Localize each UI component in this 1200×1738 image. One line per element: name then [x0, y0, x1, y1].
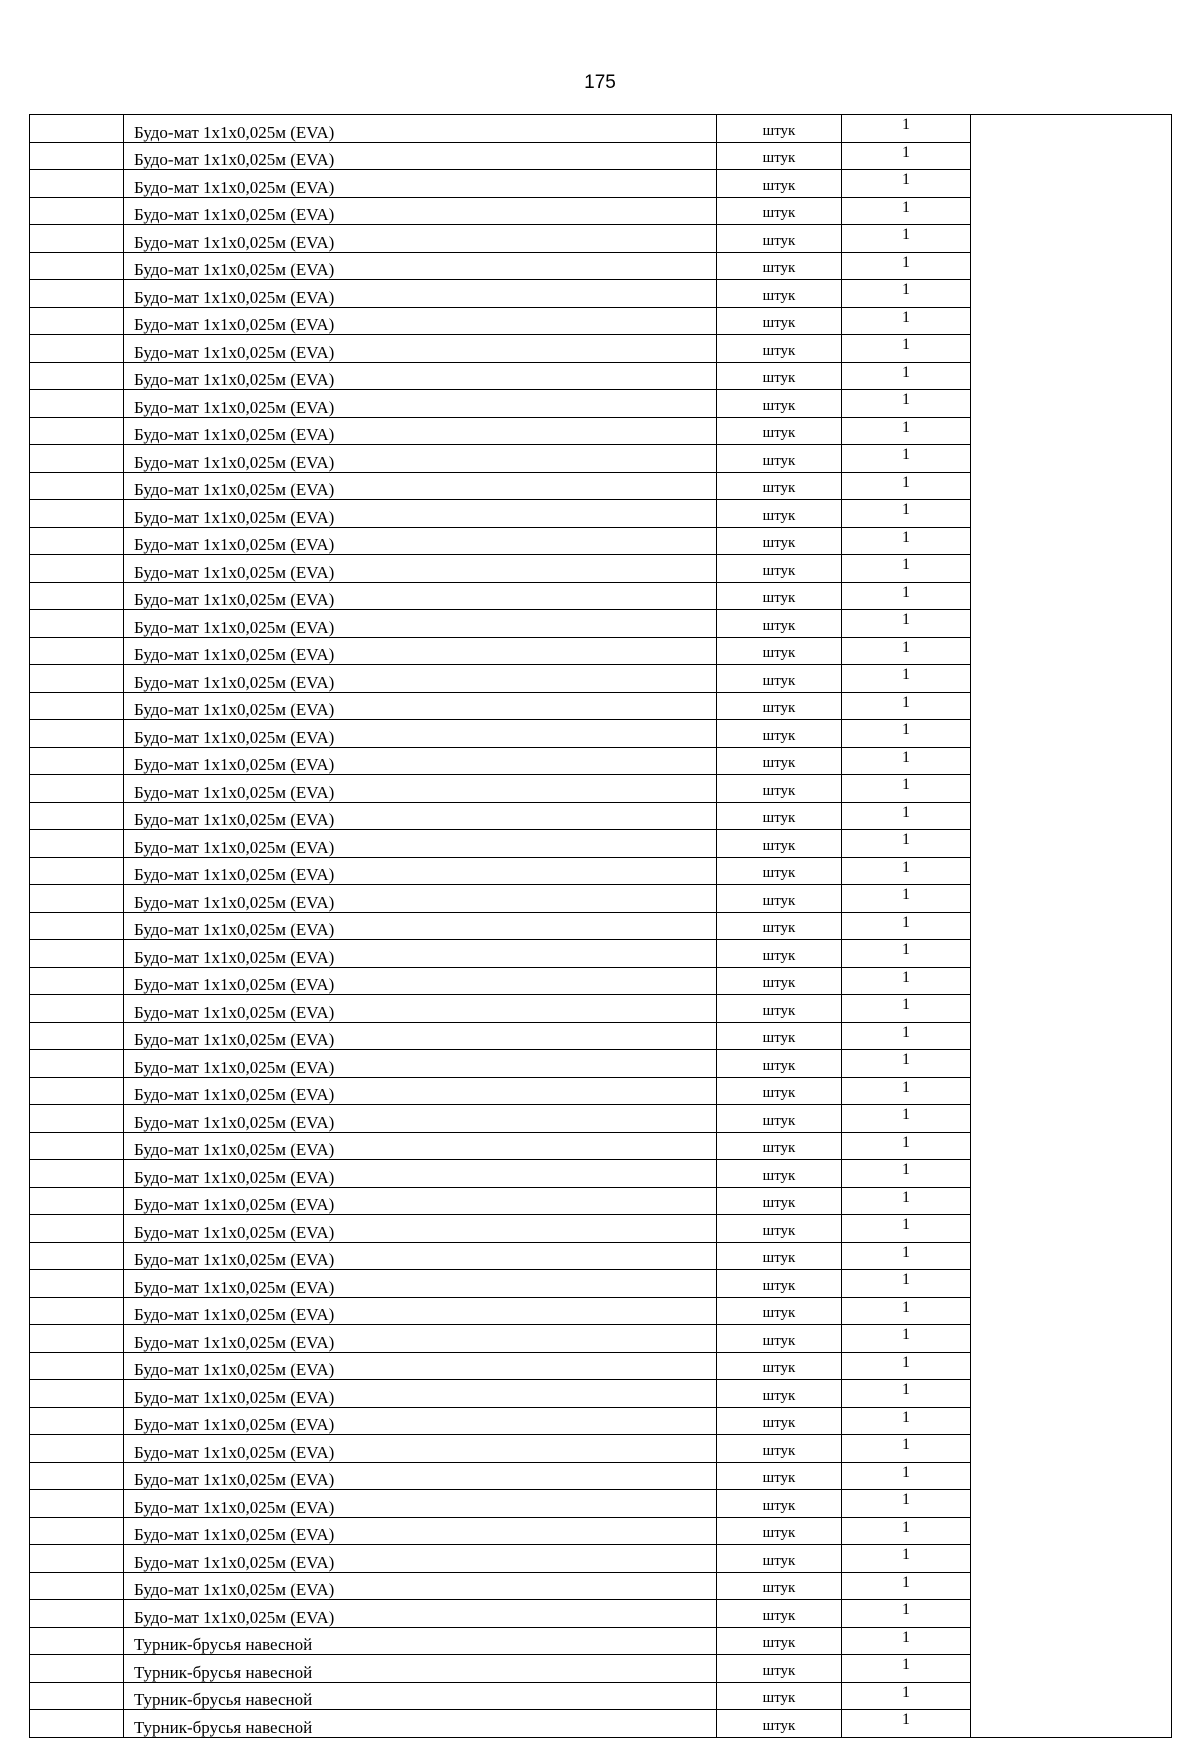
unit-cell: штук — [717, 197, 842, 225]
notes-cell — [971, 115, 1172, 1738]
row-number-cell — [30, 1297, 124, 1325]
row-number-cell — [30, 940, 124, 968]
item-name-cell: Будо-мат 1х1х0,025м (EVA) — [124, 1242, 717, 1270]
quantity-cell: 1 — [842, 1545, 971, 1573]
row-number-cell — [30, 885, 124, 913]
unit-cell: штук — [717, 307, 842, 335]
quantity-cell: 1 — [842, 637, 971, 665]
quantity-cell: 1 — [842, 912, 971, 940]
quantity-cell: 1 — [842, 692, 971, 720]
row-number-cell — [30, 1270, 124, 1298]
item-name-cell: Будо-мат 1х1х0,025м (EVA) — [124, 940, 717, 968]
unit-cell: штук — [717, 555, 842, 583]
row-number-cell — [30, 1710, 124, 1738]
unit-cell: штук — [717, 1105, 842, 1133]
item-name-cell: Будо-мат 1х1х0,025м (EVA) — [124, 1077, 717, 1105]
quantity-cell: 1 — [842, 940, 971, 968]
unit-cell: штук — [717, 500, 842, 528]
row-number-cell — [30, 115, 124, 143]
item-name-cell: Будо-мат 1х1х0,025м (EVA) — [124, 115, 717, 143]
item-name-cell: Будо-мат 1х1х0,025м (EVA) — [124, 912, 717, 940]
unit-cell: штук — [717, 1627, 842, 1655]
row-number-cell — [30, 472, 124, 500]
item-name-cell: Будо-мат 1х1х0,025м (EVA) — [124, 720, 717, 748]
row-number-cell — [30, 335, 124, 363]
quantity-cell: 1 — [842, 857, 971, 885]
item-name-cell: Будо-мат 1х1х0,025м (EVA) — [124, 1050, 717, 1078]
item-name-cell: Будо-мат 1х1х0,025м (EVA) — [124, 527, 717, 555]
quantity-cell: 1 — [842, 390, 971, 418]
unit-cell: штук — [717, 1270, 842, 1298]
row-number-cell — [30, 1022, 124, 1050]
row-number-cell — [30, 1325, 124, 1353]
quantity-cell: 1 — [842, 1600, 971, 1628]
quantity-cell: 1 — [842, 445, 971, 473]
quantity-cell: 1 — [842, 1627, 971, 1655]
item-name-cell: Будо-мат 1х1х0,025м (EVA) — [124, 142, 717, 170]
page-number: 175 — [584, 72, 616, 93]
unit-cell: штук — [717, 1352, 842, 1380]
row-number-cell — [30, 142, 124, 170]
quantity-cell: 1 — [842, 115, 971, 143]
quantity-cell: 1 — [842, 142, 971, 170]
unit-cell: штук — [717, 1682, 842, 1710]
row-number-cell — [30, 1380, 124, 1408]
item-name-cell: Будо-мат 1х1х0,025м (EVA) — [124, 802, 717, 830]
item-name-cell: Будо-мат 1х1х0,025м (EVA) — [124, 665, 717, 693]
row-number-cell — [30, 1187, 124, 1215]
item-name-cell: Будо-мат 1х1х0,025м (EVA) — [124, 967, 717, 995]
row-number-cell — [30, 1050, 124, 1078]
item-name-cell: Будо-мат 1х1х0,025м (EVA) — [124, 472, 717, 500]
unit-cell: штук — [717, 335, 842, 363]
quantity-cell: 1 — [842, 280, 971, 308]
row-number-cell — [30, 967, 124, 995]
row-number-cell — [30, 1627, 124, 1655]
item-name-cell: Будо-мат 1х1х0,025м (EVA) — [124, 857, 717, 885]
quantity-cell: 1 — [842, 1242, 971, 1270]
quantity-cell: 1 — [842, 225, 971, 253]
row-number-cell — [30, 225, 124, 253]
unit-cell: штук — [717, 637, 842, 665]
quantity-cell: 1 — [842, 1490, 971, 1518]
row-number-cell — [30, 720, 124, 748]
quantity-cell: 1 — [842, 1160, 971, 1188]
item-name-cell: Будо-мат 1х1х0,025м (EVA) — [124, 830, 717, 858]
unit-cell: штук — [717, 142, 842, 170]
row-number-cell — [30, 390, 124, 418]
quantity-cell: 1 — [842, 1077, 971, 1105]
quantity-cell: 1 — [842, 720, 971, 748]
quantity-cell: 1 — [842, 1655, 971, 1683]
row-number-cell — [30, 582, 124, 610]
row-number-cell — [30, 692, 124, 720]
quantity-cell: 1 — [842, 1187, 971, 1215]
unit-cell: штук — [717, 967, 842, 995]
item-name-cell: Будо-мат 1х1х0,025м (EVA) — [124, 1517, 717, 1545]
item-name-cell: Будо-мат 1х1х0,025м (EVA) — [124, 775, 717, 803]
unit-cell: штук — [717, 1242, 842, 1270]
quantity-cell: 1 — [842, 1710, 971, 1738]
quantity-cell: 1 — [842, 1462, 971, 1490]
unit-cell: штук — [717, 390, 842, 418]
row-number-cell — [30, 417, 124, 445]
row-number-cell — [30, 527, 124, 555]
item-name-cell: Будо-мат 1х1х0,025м (EVA) — [124, 417, 717, 445]
quantity-cell: 1 — [842, 252, 971, 280]
unit-cell: штук — [717, 280, 842, 308]
quantity-cell: 1 — [842, 1435, 971, 1463]
row-number-cell — [30, 555, 124, 583]
row-number-cell — [30, 1572, 124, 1600]
quantity-cell: 1 — [842, 1270, 971, 1298]
unit-cell: штук — [717, 1655, 842, 1683]
row-number-cell — [30, 445, 124, 473]
item-name-cell: Турник-брусья навесной — [124, 1682, 717, 1710]
row-number-cell — [30, 1435, 124, 1463]
item-name-cell: Будо-мат 1х1х0,025м (EVA) — [124, 307, 717, 335]
unit-cell: штук — [717, 665, 842, 693]
quantity-cell: 1 — [842, 1352, 971, 1380]
row-number-cell — [30, 1105, 124, 1133]
item-name-cell: Будо-мат 1х1х0,025м (EVA) — [124, 582, 717, 610]
unit-cell: штук — [717, 692, 842, 720]
row-number-cell — [30, 747, 124, 775]
quantity-cell: 1 — [842, 775, 971, 803]
row-number-cell — [30, 802, 124, 830]
quantity-cell: 1 — [842, 527, 971, 555]
unit-cell: штук — [717, 1517, 842, 1545]
item-name-cell: Будо-мат 1х1х0,025м (EVA) — [124, 1490, 717, 1518]
row-number-cell — [30, 1352, 124, 1380]
unit-cell: штук — [717, 252, 842, 280]
unit-cell: штук — [717, 1407, 842, 1435]
quantity-cell: 1 — [842, 555, 971, 583]
unit-cell: штук — [717, 1160, 842, 1188]
item-name-cell: Будо-мат 1х1х0,025м (EVA) — [124, 692, 717, 720]
row-number-cell — [30, 1407, 124, 1435]
item-name-cell: Будо-мат 1х1х0,025м (EVA) — [124, 1545, 717, 1573]
item-name-cell: Будо-мат 1х1х0,025м (EVA) — [124, 1105, 717, 1133]
row-number-cell — [30, 665, 124, 693]
row-number-cell — [30, 912, 124, 940]
quantity-cell: 1 — [842, 170, 971, 198]
row-number-cell — [30, 252, 124, 280]
item-name-cell: Будо-мат 1х1х0,025м (EVA) — [124, 1270, 717, 1298]
item-name-cell: Будо-мат 1х1х0,025м (EVA) — [124, 252, 717, 280]
unit-cell: штук — [717, 885, 842, 913]
unit-cell: штук — [717, 857, 842, 885]
unit-cell: штук — [717, 115, 842, 143]
item-name-cell: Будо-мат 1х1х0,025м (EVA) — [124, 225, 717, 253]
row-number-cell — [30, 362, 124, 390]
row-number-cell — [30, 857, 124, 885]
row-number-cell — [30, 500, 124, 528]
item-name-cell: Будо-мат 1х1х0,025м (EVA) — [124, 747, 717, 775]
row-number-cell — [30, 1655, 124, 1683]
item-name-cell: Будо-мат 1х1х0,025м (EVA) — [124, 885, 717, 913]
row-number-cell — [30, 830, 124, 858]
item-name-cell: Будо-мат 1х1х0,025м (EVA) — [124, 1407, 717, 1435]
unit-cell: штук — [717, 527, 842, 555]
quantity-cell: 1 — [842, 995, 971, 1023]
item-name-cell: Турник-брусья навесной — [124, 1627, 717, 1655]
unit-cell: штук — [717, 1490, 842, 1518]
quantity-cell: 1 — [842, 1380, 971, 1408]
quantity-cell: 1 — [842, 830, 971, 858]
quantity-cell: 1 — [842, 1517, 971, 1545]
item-name-cell: Будо-мат 1х1х0,025м (EVA) — [124, 1462, 717, 1490]
row-number-cell — [30, 637, 124, 665]
item-name-cell: Будо-мат 1х1х0,025м (EVA) — [124, 1325, 717, 1353]
row-number-cell — [30, 995, 124, 1023]
unit-cell: штук — [717, 1050, 842, 1078]
item-name-cell: Будо-мат 1х1х0,025м (EVA) — [124, 1600, 717, 1628]
quantity-cell: 1 — [842, 802, 971, 830]
quantity-cell: 1 — [842, 665, 971, 693]
unit-cell: штук — [717, 1132, 842, 1160]
row-number-cell — [30, 1160, 124, 1188]
unit-cell: штук — [717, 1435, 842, 1463]
quantity-cell: 1 — [842, 1215, 971, 1243]
quantity-cell: 1 — [842, 1297, 971, 1325]
item-name-cell: Будо-мат 1х1х0,025м (EVA) — [124, 1435, 717, 1463]
unit-cell: штук — [717, 995, 842, 1023]
unit-cell: штук — [717, 610, 842, 638]
item-name-cell: Будо-мат 1х1х0,025м (EVA) — [124, 390, 717, 418]
item-name-cell: Будо-мат 1х1х0,025м (EVA) — [124, 362, 717, 390]
quantity-cell: 1 — [842, 307, 971, 335]
unit-cell: штук — [717, 445, 842, 473]
quantity-cell: 1 — [842, 335, 971, 363]
item-name-cell: Турник-брусья навесной — [124, 1655, 717, 1683]
quantity-cell: 1 — [842, 1132, 971, 1160]
item-name-cell: Будо-мат 1х1х0,025м (EVA) — [124, 995, 717, 1023]
unit-cell: штук — [717, 802, 842, 830]
item-name-cell: Будо-мат 1х1х0,025м (EVA) — [124, 1187, 717, 1215]
unit-cell: штук — [717, 1297, 842, 1325]
quantity-cell: 1 — [842, 362, 971, 390]
unit-cell: штук — [717, 582, 842, 610]
equipment-table-body — [30, 115, 1172, 1738]
quantity-cell: 1 — [842, 1105, 971, 1133]
row-number-cell — [30, 197, 124, 225]
unit-cell: штук — [717, 940, 842, 968]
quantity-cell: 1 — [842, 967, 971, 995]
item-name-cell: Будо-мат 1х1х0,025м (EVA) — [124, 170, 717, 198]
quantity-cell: 1 — [842, 1407, 971, 1435]
row-number-cell — [30, 775, 124, 803]
item-name-cell: Будо-мат 1х1х0,025м (EVA) — [124, 1022, 717, 1050]
quantity-cell: 1 — [842, 1682, 971, 1710]
item-name-cell: Турник-брусья навесной — [124, 1710, 717, 1738]
item-name-cell: Будо-мат 1х1х0,025м (EVA) — [124, 1297, 717, 1325]
quantity-cell: 1 — [842, 885, 971, 913]
quantity-cell: 1 — [842, 747, 971, 775]
unit-cell: штук — [717, 362, 842, 390]
row-number-cell — [30, 1462, 124, 1490]
quantity-cell: 1 — [842, 1022, 971, 1050]
item-name-cell: Будо-мат 1х1х0,025м (EVA) — [124, 445, 717, 473]
item-name-cell: Будо-мат 1х1х0,025м (EVA) — [124, 637, 717, 665]
unit-cell: штук — [717, 720, 842, 748]
unit-cell: штук — [717, 417, 842, 445]
row-number-cell — [30, 1242, 124, 1270]
row-number-cell — [30, 1517, 124, 1545]
row-number-cell — [30, 1132, 124, 1160]
unit-cell: штук — [717, 747, 842, 775]
item-name-cell: Будо-мат 1х1х0,025м (EVA) — [124, 1132, 717, 1160]
unit-cell: штук — [717, 225, 842, 253]
unit-cell: штук — [717, 1022, 842, 1050]
table-row — [30, 115, 1172, 143]
unit-cell: штук — [717, 1572, 842, 1600]
unit-cell: штук — [717, 472, 842, 500]
item-name-cell: Будо-мат 1х1х0,025м (EVA) — [124, 555, 717, 583]
row-number-cell — [30, 610, 124, 638]
quantity-cell: 1 — [842, 1572, 971, 1600]
item-name-cell: Будо-мат 1х1х0,025м (EVA) — [124, 1380, 717, 1408]
item-name-cell: Будо-мат 1х1х0,025м (EVA) — [124, 1352, 717, 1380]
unit-cell: штук — [717, 1215, 842, 1243]
item-name-cell: Будо-мат 1х1х0,025м (EVA) — [124, 280, 717, 308]
quantity-cell: 1 — [842, 197, 971, 225]
row-number-cell — [30, 307, 124, 335]
item-name-cell: Будо-мат 1х1х0,025м (EVA) — [124, 610, 717, 638]
unit-cell: штук — [717, 1710, 842, 1738]
unit-cell: штук — [717, 1462, 842, 1490]
item-name-cell: Будо-мат 1х1х0,025м (EVA) — [124, 335, 717, 363]
unit-cell: штук — [717, 830, 842, 858]
unit-cell: штук — [717, 1187, 842, 1215]
row-number-cell — [30, 1600, 124, 1628]
row-number-cell — [30, 1545, 124, 1573]
quantity-cell: 1 — [842, 500, 971, 528]
item-name-cell: Будо-мат 1х1х0,025м (EVA) — [124, 1572, 717, 1600]
quantity-cell: 1 — [842, 582, 971, 610]
item-name-cell: Будо-мат 1х1х0,025м (EVA) — [124, 1215, 717, 1243]
quantity-cell: 1 — [842, 417, 971, 445]
row-number-cell — [30, 1682, 124, 1710]
unit-cell: штук — [717, 1077, 842, 1105]
unit-cell: штук — [717, 1545, 842, 1573]
item-name-cell: Будо-мат 1х1х0,025м (EVA) — [124, 197, 717, 225]
equipment-table — [29, 114, 1172, 1738]
quantity-cell: 1 — [842, 1325, 971, 1353]
quantity-cell: 1 — [842, 1050, 971, 1078]
row-number-cell — [30, 1215, 124, 1243]
row-number-cell — [30, 1077, 124, 1105]
unit-cell: штук — [717, 775, 842, 803]
unit-cell: штук — [717, 1325, 842, 1353]
row-number-cell — [30, 1490, 124, 1518]
item-name-cell: Будо-мат 1х1х0,025м (EVA) — [124, 500, 717, 528]
quantity-cell: 1 — [842, 610, 971, 638]
unit-cell: штук — [717, 170, 842, 198]
unit-cell: штук — [717, 912, 842, 940]
row-number-cell — [30, 280, 124, 308]
row-number-cell — [30, 170, 124, 198]
unit-cell: штук — [717, 1600, 842, 1628]
quantity-cell: 1 — [842, 472, 971, 500]
item-name-cell: Будо-мат 1х1х0,025м (EVA) — [124, 1160, 717, 1188]
unit-cell: штук — [717, 1380, 842, 1408]
